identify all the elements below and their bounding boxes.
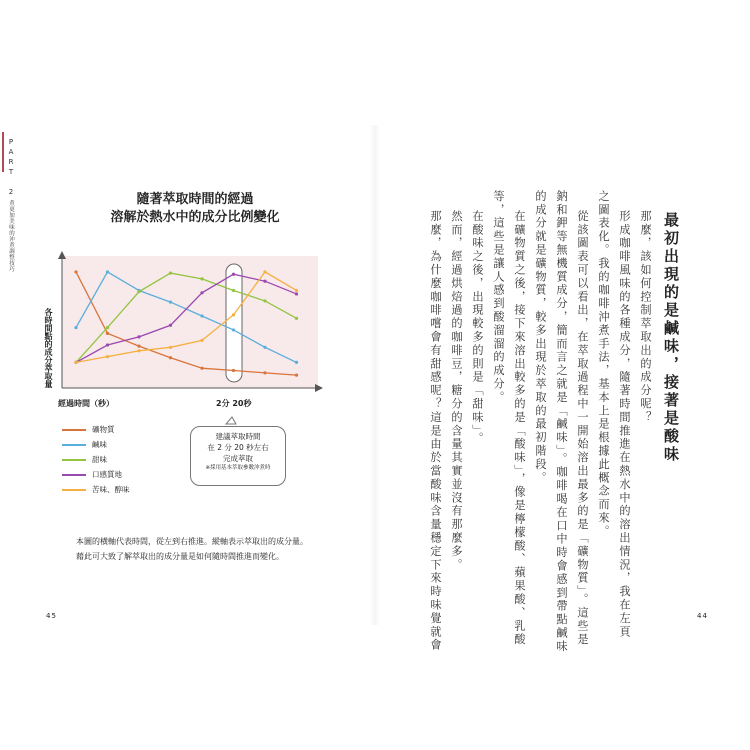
data-point — [232, 328, 235, 331]
data-point — [106, 270, 109, 273]
data-point — [263, 346, 266, 349]
legend-item — [62, 467, 130, 482]
data-point — [295, 374, 298, 377]
legend-swatch — [62, 489, 86, 491]
x-axis-arrow — [315, 384, 323, 392]
data-point — [200, 277, 203, 280]
data-point — [106, 343, 109, 346]
data-point — [295, 292, 298, 295]
data-point — [74, 361, 77, 364]
section-title: 最初出現的是鹹味，接著是酸味 — [662, 212, 680, 464]
plot-background — [62, 256, 318, 388]
data-point — [263, 371, 266, 374]
data-point — [106, 326, 109, 329]
chart-title-line-2: 溶解於熱水中的成分比例變化 — [110, 210, 280, 225]
legend-swatch — [62, 429, 86, 431]
legend-label: 礦物質 — [92, 425, 115, 434]
part-label: PART 2 — [7, 138, 15, 198]
callout-line-3: 完成萃取 — [223, 454, 253, 463]
data-point — [169, 271, 172, 274]
data-point — [106, 332, 109, 335]
callout-note: ※採用基本萃取參數沖煮時 — [205, 465, 271, 471]
body-text-column: 等，這些是讓人感到酸溜溜的成分。 — [492, 190, 505, 405]
legend-swatch — [62, 444, 86, 446]
chart-legend — [62, 422, 130, 497]
data-point — [169, 356, 172, 359]
body-text-column: 鈉和鉀等無機質成分，簡而言之就是「鹹味」。咖啡喝在口中時會感到帶點鹹味 — [555, 190, 568, 654]
data-point — [74, 270, 77, 273]
data-point — [295, 289, 298, 292]
callout-line-1: 建議萃取時間 — [215, 432, 261, 441]
legend-label: 苦味、醇味 — [92, 485, 130, 494]
data-point — [232, 313, 235, 316]
body-text-column: 那麼，該如何控制萃取出的成分呢？ — [639, 210, 652, 425]
legend-item — [62, 422, 130, 437]
legend-label: 甜味 — [92, 455, 107, 464]
recommendation-callout — [190, 426, 286, 486]
data-point — [137, 335, 140, 338]
data-point — [295, 317, 298, 320]
data-point — [169, 300, 172, 303]
data-point — [200, 367, 203, 370]
body-text-column: 在礦物質之後，接下來溶出較多的是「酸味」，像是檸檬酸、蘋果酸、乳酸 — [513, 210, 526, 647]
time-marker-capsule — [226, 264, 242, 382]
data-point — [232, 289, 235, 292]
legend-swatch — [62, 474, 86, 476]
body-text-column: 之圖表化。我的咖啡沖煮手法，基本上是根據此概念而來。 — [597, 190, 610, 539]
callout-line-2: 在 2 分 20 秒左右 — [207, 443, 269, 452]
data-point — [137, 349, 140, 352]
legend-swatch — [62, 459, 86, 461]
page-number-left: 45 — [46, 612, 57, 620]
data-point — [137, 290, 140, 293]
data-point — [106, 355, 109, 358]
x-marker-label: 2分 20秒 — [216, 399, 252, 408]
page-number-right: 44 — [697, 612, 708, 620]
legend-label: 鹹味 — [92, 440, 107, 449]
part-subtitle: 煮更加美味的沖煮調整技巧 — [8, 200, 14, 272]
body-text-column: 然而，經過烘焙過的咖啡豆，糖分的含量其實並沒有那麼多。 — [450, 210, 463, 572]
x-axis-label: 經過時間（秒） — [58, 399, 114, 408]
data-point — [200, 314, 203, 317]
chart-title-line-1: 隨著萃取時間的經過 — [136, 192, 254, 207]
body-text-column: 從該圖表可以看出，在萃取過程中一開始溶出最多的是「礦物質」。這些是 — [576, 210, 589, 647]
legend-item — [62, 452, 130, 467]
data-point — [263, 280, 266, 283]
body-text-column: 形成咖啡風味的各種成分，隨著時間推進在熱水中的溶出情況，我在左頁 — [618, 210, 631, 639]
body-text-column: 那麼，為什麼咖啡嚐會有甜感呢？這是由於當酸味含量穩定下來時味覺就會 — [429, 210, 442, 653]
callout-pointer — [226, 417, 236, 424]
legend-item — [62, 482, 130, 497]
body-text-column: 的成分就是礦物質，較多出現於萃取的最初階段。 — [534, 190, 547, 485]
data-point — [232, 273, 235, 276]
data-point — [200, 291, 203, 294]
data-point — [263, 270, 266, 273]
data-point — [169, 324, 172, 327]
data-point — [169, 346, 172, 349]
legend-item — [62, 437, 130, 452]
data-point — [263, 299, 266, 302]
data-point — [74, 326, 77, 329]
data-point — [232, 369, 235, 372]
body-text-column: 在酸味之後，出現較多的則是「甜味」。 — [471, 210, 484, 446]
chart-caption: 本圖的橫軸代表時間，從左到右推進。縱軸表示萃取出的成分量。藉此可大致了解萃取出的成分量是如何隨時間推進而變化。 — [76, 537, 308, 561]
data-point — [200, 339, 203, 342]
data-point — [137, 345, 140, 348]
y-axis-arrow — [58, 251, 66, 259]
legend-label: 口感質地 — [92, 470, 122, 479]
data-point — [295, 361, 298, 364]
y-axis-label: 各時間點的成分萃取量 — [44, 308, 53, 388]
